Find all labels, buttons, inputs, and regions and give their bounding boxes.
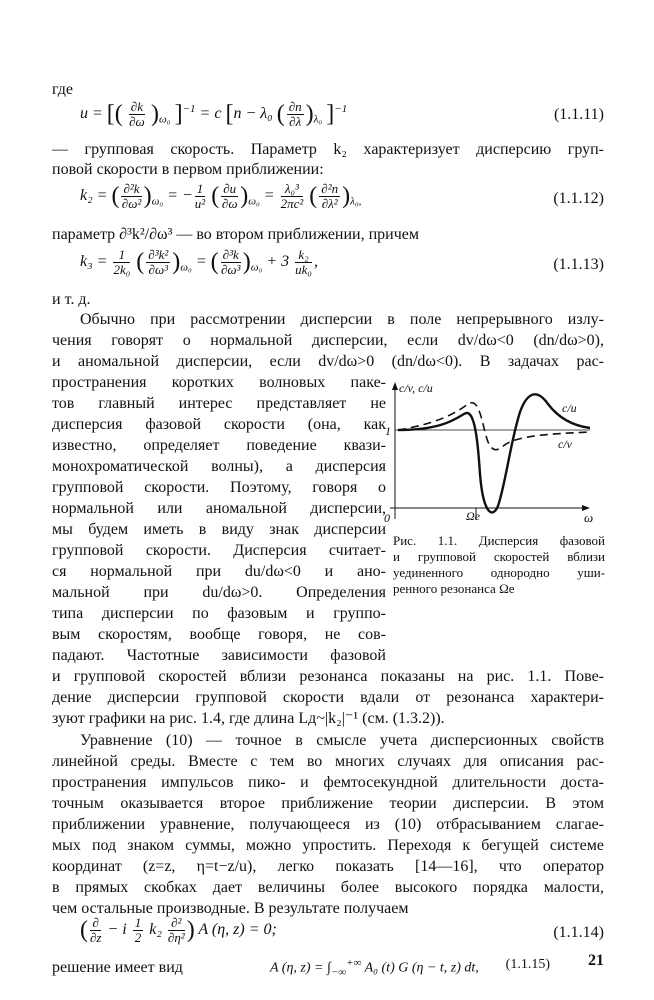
text-line: в прямых скобках дает величины более высокого порядка малости, xyxy=(52,879,604,896)
text-line: пространения коротких волновых паке- xyxy=(52,374,386,391)
text-line: пространения импульсов пико- и фемтосекундной длительности доста- xyxy=(52,774,604,791)
text-line: — групповая скорость. Параметр k₂ характеризует дисперсию груп- xyxy=(52,141,604,158)
cu-label: c/u xyxy=(562,401,577,415)
omega-e-label: Ωe xyxy=(466,509,481,523)
text-line: чем остальные производные. В результате получаем xyxy=(52,900,409,917)
origin-label: 0 xyxy=(384,511,390,524)
text-line: координат (z=z, η=t−z/u), легко показать [14—16], что оператор xyxy=(52,858,604,875)
page-number: 21 xyxy=(588,952,604,969)
text-line: точным оказывается второе приближение теории дисперсии. В этом xyxy=(52,795,604,812)
x-axis-label: ω xyxy=(584,510,594,524)
text-line: вым скоростям, вообще говоря, не сов- xyxy=(52,626,386,643)
equation-1-1-14: ( ∂ ∂z − i $\frac{1}{2}$ k₂ ∂² ∂η² ) A (η, z) = 0; (1.1.14) xyxy=(80,915,604,945)
text-line: известно, определяет поведение квази- xyxy=(52,437,386,454)
text-line: нормальной или аномальной дисперсии, xyxy=(52,500,386,517)
text-line: дение дисперсии групповой скорости вдали от резонанса характери- xyxy=(52,689,604,706)
text-line: и аномальной дисперсии, если dv/dω>0 (dn/dω<0). В задачах рас- xyxy=(52,353,604,370)
text-line: монохроматической волны), а дисперсия xyxy=(52,458,386,475)
text-line: зуют графики на рис. 1.4, где длина Lд~|k₂|⁻¹ (см. (1.3.2)). xyxy=(52,710,445,727)
text-line: Уравнение (10) — точное в смысле учета дисперсионных свойств xyxy=(80,732,604,749)
equation-number: (1.1.13) xyxy=(553,256,604,273)
equation-number: (1.1.12) xyxy=(553,190,604,207)
text-line: ся нормальной при du/dω<0 и ано- xyxy=(52,563,386,580)
y-axis-label: c/v, c/u xyxy=(399,381,433,395)
equation-1-1-12: k₂ = ( $\frac{\text{∂²k}}{\text{∂ω²}}$ )$_{\omega_0}$ = − $\frac{1}{\text{u²}}$ ( $\frac{\partial u}{\partial\omega}$ )$_{\omega_0}$ = $\frac{\text{λ₀³}}{\text{2πc²}}$ ( $\frac{\text{∂²n}}{\text{∂λ²}}$ )$_{\lambda_0,}$ (1.1.12) xyxy=(80,181,604,211)
text-line: линейной среды. Вместе с тем во многих случаях для описания рас- xyxy=(52,753,604,770)
text-line: решение имеет вид xyxy=(52,959,183,976)
equation-number: (1.1.15) xyxy=(505,957,550,972)
text-line: групповой скорости. Поэтому, говоря о xyxy=(52,479,386,496)
text-line: параметр ∂³k²/∂ω³ — во втором приближении, причем xyxy=(52,226,420,243)
equation-number: (1.1.14) xyxy=(553,924,604,941)
equation-1-1-15: A (η, $z) = \int_{-\infty}^{+\infty}$ A₀ (t) G (η − t, z) dt, (1.1.15) xyxy=(270,957,550,979)
equation-number: (1.1.11) xyxy=(553,106,604,123)
y-axis-arrow xyxy=(392,382,398,390)
unit-label: 1 xyxy=(385,424,391,438)
text-line: и групповой скоростей вблизи резонанса показаны на рис. 1.1. Пове- xyxy=(52,668,604,685)
text-line: чения говорят о нормальной дисперсии, если dv/dω<0 (dn/dω>0), xyxy=(52,332,604,349)
figure-caption: Рис. 1.1. Дисперсия фазовой и групповой скоростей вблизи уединенного однородно уши- ренного резонанса Ωe xyxy=(393,533,605,596)
text-line: дисперсия фазовой скорости (она, как xyxy=(52,416,386,433)
text-line: групповой скорости. Дисперсия считает- xyxy=(52,542,386,559)
text-line: Обычно при рассмотрении дисперсии в поле непрерывного излу- xyxy=(80,311,604,328)
equation-1-1-13: k₃ = $\frac{1}{\text{2k₀}}$ ( $\frac{\text{∂³k²}}{\text{∂ω³}}$ )$_{\omega_0}$ = ( $\frac{\text{∂³k}}{\text{∂ω³}}$ )$_{\omega_0} + 3$ $\frac{\text{k₂}}{\text{uk₀}}$ , (1.1.13) xyxy=(80,247,604,277)
text-line: типа дисперсии по фазовым и группо- xyxy=(52,605,386,622)
text-line: мальной при du/dω>0. Определения xyxy=(52,584,386,601)
text-line: тов главный интерес представляет не xyxy=(52,395,386,412)
text-line: повой скорости в первом приближении: xyxy=(52,161,324,178)
text-line: мы будем иметь в виду знак дисперсии xyxy=(52,521,386,538)
text-line: приближении уравнение, получающееся из (10) отбрасыванием слагае- xyxy=(52,816,604,833)
equation-1-1-11: u = [( $\frac{\partial k}{\partial\omega}$ )$_{\omega_0}$ ]$^{-1}$ = c [n − λ₀ ( $\frac{\partial n}{\partial\lambda}$ )$_{\lambda_0}$ ]$^{-1}$ (1.1.11) xyxy=(80,99,604,129)
text-line: и т. д. xyxy=(52,291,91,308)
dispersion-figure xyxy=(380,374,605,524)
intro-word: где xyxy=(52,81,74,98)
text-line: мых под знаком суммы, можно упростить. Переходя к бегущей системе xyxy=(52,837,604,854)
cv-label: c/v xyxy=(558,437,572,451)
text-line: падают. Частотные зависимости фазовой xyxy=(52,647,386,664)
